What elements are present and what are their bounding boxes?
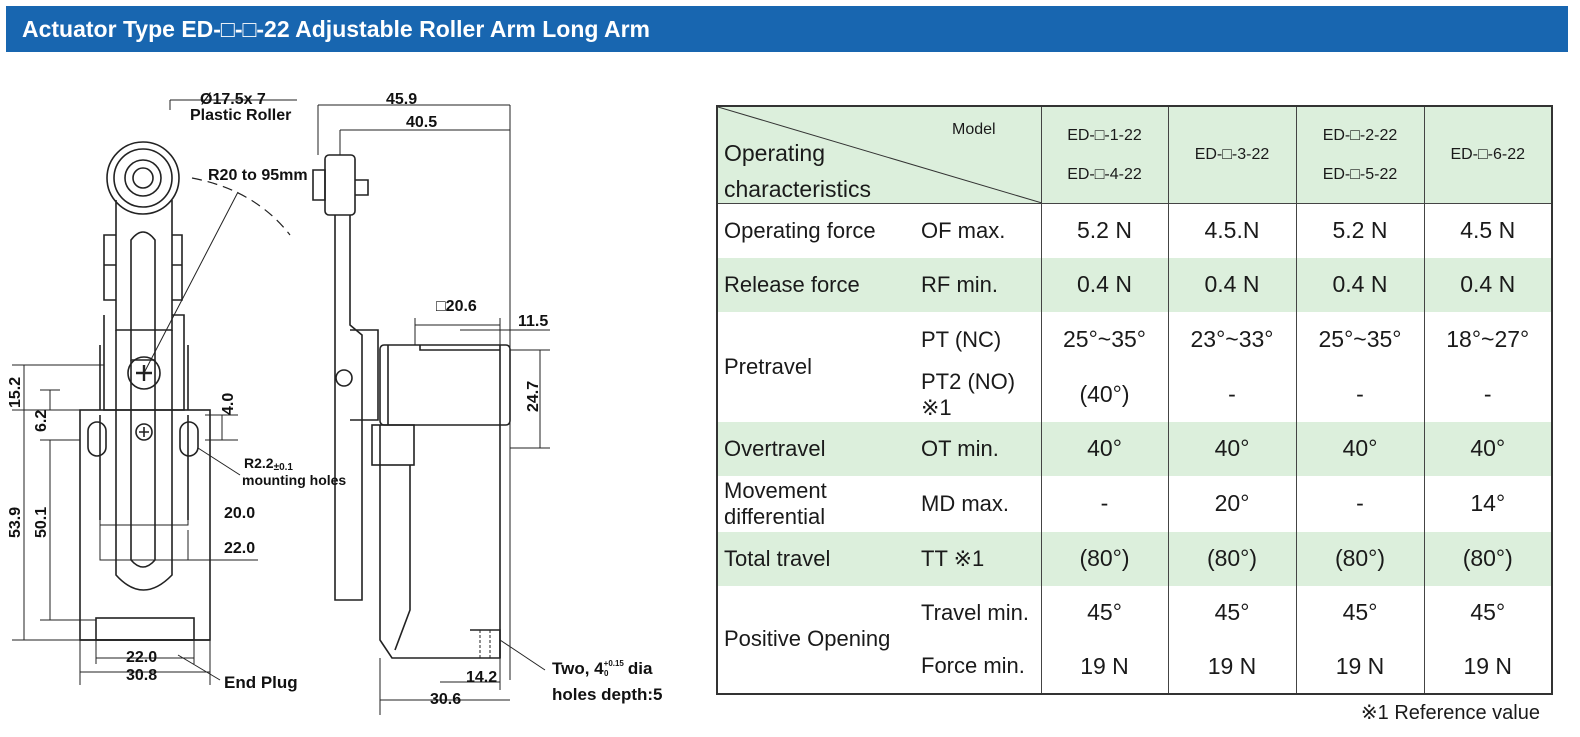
model-column-2: ED-□-3-22 [1168, 106, 1296, 204]
dim-22-0-mid: 22.0 [224, 540, 256, 557]
holes-tol-bottom: 0 [604, 669, 609, 678]
cell-value: 5.2 N [1296, 204, 1424, 258]
row-sublabel: MD max. [915, 476, 1041, 532]
technical-drawing-svg [0, 60, 700, 732]
dim-24-7: 24.7 [525, 380, 542, 412]
model-column-3: ED-□-2-22 ED-□-5-22 [1296, 106, 1424, 204]
roller-diameter-label: Ø17.5x 7 [200, 91, 266, 108]
mounting-holes-label: mounting holes [242, 472, 347, 488]
cell-value: 0.4 N [1424, 258, 1552, 312]
row-sublabel: Force min. [915, 640, 1041, 694]
radius-label: R20 to 95mm [208, 167, 308, 184]
cell-value: - [1168, 368, 1296, 422]
row-sublabel: OT min. [915, 422, 1041, 476]
table-row-movement-differential [717, 476, 1552, 532]
row-label: Positive Opening [717, 586, 915, 694]
header-operating-label: Operating characteristics [724, 140, 871, 202]
cell-value: 45° [1296, 586, 1424, 640]
dim-30-8: 30.8 [126, 667, 158, 684]
dim-50-1: 50.1 [33, 506, 50, 538]
dimension-drawing [0, 60, 700, 732]
cell-value: 4.5.N [1168, 204, 1296, 258]
cell-value: 19 N [1168, 640, 1296, 694]
dim-14-2: 14.2 [466, 669, 498, 686]
roller-material-label: Plastic Roller [190, 107, 292, 124]
cell-value: 45° [1168, 586, 1296, 640]
holes-label-line2: holes depth:5 [552, 685, 663, 704]
row-label: Release force [717, 258, 915, 312]
dim-53-9: 53.9 [7, 506, 24, 538]
r22-label: R2.2±0.1 [244, 455, 293, 473]
end-plug-label: End Plug [224, 673, 298, 692]
cell-value: 45° [1424, 586, 1552, 640]
cell-value: - [1296, 368, 1424, 422]
cell-value: 0.4 N [1168, 258, 1296, 312]
dim-22-0-bottom: 22.0 [126, 649, 158, 666]
cell-value: (80°) [1041, 532, 1168, 586]
cell-value: 19 N [1041, 640, 1168, 694]
roller-outer [107, 142, 179, 214]
row-label: Pretravel [717, 312, 915, 422]
cell-value: 25°~35° [1041, 312, 1168, 368]
table-row-pretravel-nc [717, 312, 1552, 368]
table-row-overtravel [717, 422, 1552, 476]
cell-value: 40° [1168, 422, 1296, 476]
header-model-label: Model [952, 121, 996, 138]
dim-4-0: 4.0 [220, 392, 237, 415]
section-title: Actuator Type ED-□-□-22 Adjustable Roller Arm Long Arm [22, 16, 650, 42]
dim-20-0: 20.0 [224, 505, 256, 522]
cell-value: (80°) [1168, 532, 1296, 586]
cell-value: - [1296, 476, 1424, 532]
dim-20-6: □20.6 [436, 298, 477, 315]
holes-label-line1: Two, $4^{+0.15}$ dia [552, 659, 653, 678]
dim-30-6: 30.6 [430, 691, 462, 708]
cell-value: 40° [1424, 422, 1552, 476]
dim-11-5: 11.5 [518, 313, 549, 330]
dim-15-2: 15.2 [7, 376, 24, 408]
cell-value: 18°~27° [1424, 312, 1552, 368]
cell-value: 0.4 N [1296, 258, 1424, 312]
cell-value: (40°) [1041, 368, 1168, 422]
model-column-1: ED-□-1-22 ED-□-4-22 [1041, 106, 1168, 204]
table-row-positive-opening-travel [717, 586, 1552, 640]
row-sublabel: Travel min. [915, 586, 1041, 640]
operating-characteristics-table [716, 105, 1553, 695]
cell-value: 19 N [1424, 640, 1552, 694]
row-sublabel: TT ※1 [915, 532, 1041, 586]
cell-value: 0.4 N [1041, 258, 1168, 312]
cell-value: (80°) [1424, 532, 1552, 586]
cell-value: 5.2 N [1041, 204, 1168, 258]
cell-value: 45° [1041, 586, 1168, 640]
table-row-operating-force [717, 204, 1552, 258]
row-label: Operating force [717, 204, 915, 258]
row-sublabel: OF max. [915, 204, 1041, 258]
row-label: Movement differential [717, 476, 915, 532]
cell-value: 23°~33° [1168, 312, 1296, 368]
model-column-4: ED-□-6-22 [1424, 106, 1552, 204]
table-row-release-force [717, 258, 1552, 312]
cell-value: (80°) [1296, 532, 1424, 586]
reference-footnote: ※1 Reference value [1360, 702, 1540, 724]
dim-40-5: 40.5 [406, 114, 438, 131]
row-label: Total travel [717, 532, 915, 586]
row-sublabel: RF min. [915, 258, 1041, 312]
cell-value: - [1041, 476, 1168, 532]
header-diagonal-cell [717, 106, 1041, 204]
cell-value: 19 N [1296, 640, 1424, 694]
table-header-row [717, 106, 1552, 204]
cell-value: 20° [1168, 476, 1296, 532]
row-label: Overtravel [717, 422, 915, 476]
row-sublabel: PT (NC) [915, 312, 1041, 368]
cell-value: 4.5 N [1424, 204, 1552, 258]
table-row-total-travel [717, 532, 1552, 586]
dim-6-2: 6.2 [33, 409, 50, 432]
cell-value: 40° [1041, 422, 1168, 476]
dim-45-9: 45.9 [386, 91, 418, 108]
row-sublabel: PT2 (NO) ※1 [915, 368, 1041, 422]
cell-value: 14° [1424, 476, 1552, 532]
cell-value: 25°~35° [1296, 312, 1424, 368]
section-title-banner [6, 6, 1568, 52]
cell-value: - [1424, 368, 1552, 422]
cell-value: 40° [1296, 422, 1424, 476]
